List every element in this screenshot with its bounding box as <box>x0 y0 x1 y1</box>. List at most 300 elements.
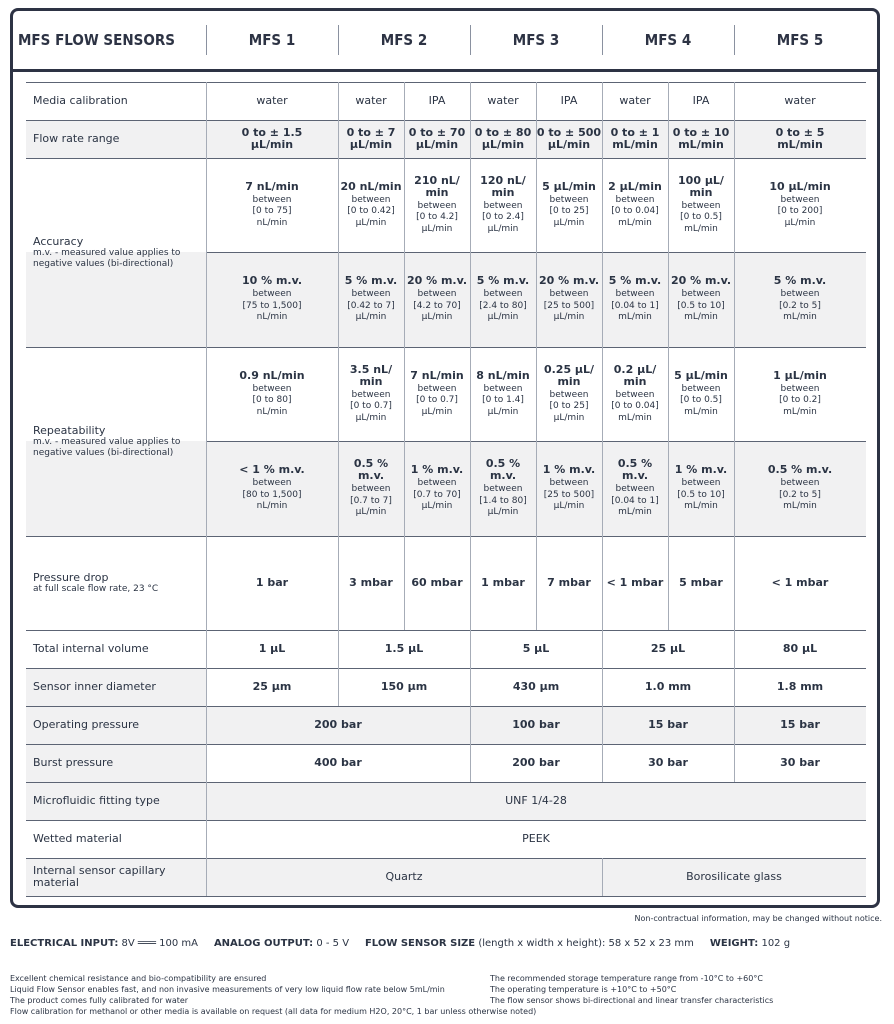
cell-range: nL/min <box>256 217 288 228</box>
cell-range: between <box>615 484 655 495</box>
sensor-size-value: (length x width x height): 58 x 52 x 23 mm <box>478 938 694 949</box>
cell-acc1 <box>538 158 600 252</box>
row-label-text: Flow rate range <box>33 132 120 145</box>
cell-value: 200 bar <box>512 756 560 769</box>
cell-acc1 <box>736 158 864 252</box>
cell-range: mL/min <box>618 312 652 323</box>
cell-range: [0.7 to 70] <box>413 489 461 500</box>
row-label-text: Operating pressure <box>33 718 140 731</box>
cell-value: 60 mbar <box>411 576 463 589</box>
cell-value: 150 μm <box>380 680 428 693</box>
cell-line: 0 to ± 80 <box>474 126 532 139</box>
cell-value: water <box>355 94 387 107</box>
cell-range: between <box>351 289 391 300</box>
cell-fitting: UNF 1/4-28 <box>505 794 567 807</box>
cell-range: [0.2 to 5] <box>779 489 821 500</box>
cell-line: mL/min <box>612 138 658 151</box>
cell-range: between <box>417 289 457 300</box>
cell-capillary: Quartz <box>385 870 423 883</box>
cell-range: between <box>549 289 589 300</box>
cell-range: mL/min <box>684 406 718 417</box>
cell-rep1 <box>340 347 402 441</box>
row-label-fitting <box>26 782 206 820</box>
cell-range: between <box>417 478 457 489</box>
cell-value: 25 μL <box>650 642 686 655</box>
cell-value: 0.2 μL/ min <box>613 362 657 388</box>
cell-range: μL/min <box>355 412 387 423</box>
cell-value: 5 % m.v. <box>476 274 530 288</box>
cell-value: water <box>256 94 288 107</box>
cell-rep1 <box>538 347 600 441</box>
cell-range: [0 to 0.7] <box>416 395 458 406</box>
sensor-size-label: FLOW SENSOR SIZE <box>364 938 476 949</box>
row-label-text: Burst pressure <box>33 756 114 769</box>
cell-range: between <box>615 389 655 400</box>
cell-rep1 <box>472 347 534 441</box>
cell-range: [0 to 0.5] <box>680 395 722 406</box>
cell-range: between <box>549 389 589 400</box>
cell-range: between <box>780 383 820 394</box>
cell-value: 1.5 μL <box>384 642 424 655</box>
row-label-repeatability <box>26 347 206 536</box>
cell-acc1 <box>604 158 666 252</box>
cell-range: [0.04 to 1] <box>611 300 659 311</box>
cell-pressure <box>206 536 338 630</box>
header-mfs-5: MFS 5 <box>776 31 824 49</box>
cell-range: mL/min <box>618 507 652 518</box>
column-divider <box>602 858 603 896</box>
cell-range: [25 to 500] <box>543 300 595 311</box>
cell-value: 1 % m.v. <box>410 463 464 477</box>
row-label-text: Internal sensor capillary material <box>33 864 166 889</box>
cell-range: μL/min <box>487 312 519 323</box>
column-divider <box>206 82 207 896</box>
column-divider <box>602 82 603 668</box>
cell-pressure <box>536 536 602 630</box>
cell-value: < 1 mbar <box>771 576 829 589</box>
cell-line: μL/min <box>547 138 591 151</box>
row-divider <box>26 347 866 348</box>
cell-value: 30 bar <box>648 756 688 769</box>
cell-range: between <box>483 484 523 495</box>
cell-range: [4.2 to 70] <box>413 300 461 311</box>
cell-value: 100 μL/ min <box>678 173 724 199</box>
cell-range: between <box>483 383 523 394</box>
cell-rep1 <box>736 347 864 441</box>
cell-range: [0 to 0.04] <box>611 401 659 412</box>
cell-range: between <box>780 478 820 489</box>
row-divider <box>26 120 866 121</box>
electrical-input-label: ELECTRICAL INPUT: <box>10 938 119 949</box>
cell-rep2 <box>472 441 534 536</box>
column-divider <box>668 82 669 630</box>
header-separator <box>338 25 339 55</box>
cell-flow <box>536 120 602 158</box>
cell-rep2 <box>736 441 864 536</box>
cell-value: 2 μL/min <box>608 179 662 193</box>
cell-range: between <box>681 383 721 394</box>
cell-range: [0 to 4.2] <box>416 212 458 223</box>
column-divider <box>602 706 603 782</box>
cell-range: [0.42 to 7] <box>347 300 395 311</box>
cell-range: between <box>252 383 292 394</box>
header-title: MFS FLOW SENSORS <box>18 31 175 49</box>
cell-acc2 <box>538 252 600 347</box>
row-divider <box>26 536 866 537</box>
column-divider <box>470 706 471 782</box>
cell-range: between <box>252 478 292 489</box>
cell-value: 15 bar <box>648 718 688 731</box>
cell-value: 10 μL/min <box>769 179 831 193</box>
cell-range: between <box>681 289 721 300</box>
cell-media <box>206 82 338 120</box>
cell-media <box>602 82 668 120</box>
row-divider <box>26 782 866 783</box>
cell-range: between <box>681 478 721 489</box>
cell-value: 400 bar <box>314 756 362 769</box>
row-label-text: Sensor inner diameter <box>33 680 156 693</box>
row-divider <box>26 744 866 745</box>
cell-pressure <box>734 536 866 630</box>
row-label-burst <box>26 744 206 782</box>
row-label-text: Pressure drop <box>33 570 109 584</box>
cell-range: [0 to 0.42] <box>347 206 395 217</box>
cell-range: [0 to 75] <box>252 206 292 217</box>
column-divider <box>470 82 471 668</box>
cell-range: [1.4 to 80] <box>479 495 527 506</box>
row-label-text: Microfluidic fitting type <box>33 794 160 807</box>
cell-range: μL/min <box>421 406 453 417</box>
footer-note: The product comes fully calibrated for water <box>10 996 189 1005</box>
row-label-capillary <box>26 858 206 896</box>
cell-acc1 <box>472 158 534 252</box>
row-label-subtext: m.v. - measured value applies to negative values (bi-directional) <box>33 436 181 458</box>
cell-acc1 <box>208 158 336 252</box>
cell-range: [0 to 80] <box>252 395 292 406</box>
cell-range: between <box>351 194 391 205</box>
cell-value: 1 μL <box>258 642 286 655</box>
cell-rep1 <box>670 347 732 441</box>
cell-value: 5 mbar <box>679 576 723 589</box>
analog-output-value: 0 - 5 V <box>316 938 350 949</box>
cell-range: μL/min <box>553 217 585 228</box>
header-separator <box>602 25 603 55</box>
cell-range: mL/min <box>684 223 718 234</box>
cell-range: mL/min <box>618 217 652 228</box>
cell-range: mL/min <box>684 501 718 512</box>
cell-value: 20 % m.v. <box>538 274 600 288</box>
column-divider <box>338 82 339 668</box>
cell-value: 20 % m.v. <box>406 274 468 288</box>
cell-range: nL/min <box>256 312 288 323</box>
weight-value: 102 g <box>761 938 791 949</box>
cell-media <box>668 82 734 120</box>
footer-note: The recommended storage temperature range from -10°C to +60°C <box>490 974 763 983</box>
cell-diameter <box>470 668 602 706</box>
row-label-text: Repeatability <box>33 423 106 437</box>
row-label-text: Media calibration <box>33 94 128 107</box>
cell-range: μL/min <box>355 507 387 518</box>
cell-rep1 <box>604 347 666 441</box>
cell-acc2 <box>736 252 864 347</box>
table-header <box>13 11 877 72</box>
cell-line: 0 to ± 1.5 <box>241 126 303 139</box>
cell-range: between <box>252 194 292 205</box>
cell-media <box>404 82 470 120</box>
cell-range: [2.4 to 80] <box>479 300 527 311</box>
footer-note: Excellent chemical resistance and bio-compatibility are ensured <box>10 974 267 983</box>
cell-range: [0 to 0.5] <box>680 212 722 223</box>
cell-burst <box>602 744 734 782</box>
cell-range: [0.7 to 7] <box>350 495 392 506</box>
spec-table-frame <box>10 8 880 908</box>
cell-value: 210 nL/ min <box>414 173 460 199</box>
cell-range: [0 to 1.4] <box>482 395 524 406</box>
disclaimer: Non-contractual information, may be changed without notice. <box>634 914 882 923</box>
cell-value: 5 % m.v. <box>344 274 398 288</box>
cell-value: IPA <box>560 94 578 107</box>
cell-value: 100 bar <box>512 718 560 731</box>
cell-wetted: PEEK <box>522 832 550 845</box>
cell-range: [0 to 2.4] <box>482 212 524 223</box>
cell-rep1 <box>208 347 336 441</box>
cell-line: μL/min <box>250 138 294 151</box>
cell-range: mL/min <box>684 312 718 323</box>
cell-range: [0 to 25] <box>549 401 589 412</box>
row-divider <box>26 820 866 821</box>
cell-volume <box>470 630 602 668</box>
cell-value: < 1 mbar <box>606 576 664 589</box>
cell-range: μL/min <box>553 501 585 512</box>
cell-line: mL/min <box>678 138 724 151</box>
cell-value: 20 nL/min <box>340 179 402 193</box>
header-separator <box>206 25 207 55</box>
column-divider <box>734 82 735 668</box>
specs-line <box>10 938 790 949</box>
row-label-subtext: m.v. - measured value applies to negative values (bi-directional) <box>33 247 181 269</box>
cell-range: between <box>549 194 589 205</box>
row-divider <box>26 858 866 859</box>
cell-range: [0.2 to 5] <box>779 300 821 311</box>
row-divider <box>26 896 866 897</box>
cell-diameter <box>734 668 866 706</box>
cell-range: between <box>252 289 292 300</box>
cell-range: between <box>351 484 391 495</box>
cell-rep2 <box>340 441 402 536</box>
cell-range: μL/min <box>553 412 585 423</box>
cell-media <box>734 82 866 120</box>
cell-range: μL/min <box>553 312 585 323</box>
cell-rep1 <box>406 347 468 441</box>
cell-value: water <box>487 94 519 107</box>
header-mfs-2: MFS 2 <box>380 31 428 49</box>
cell-range: between <box>417 200 457 211</box>
cell-value: 1 % m.v. <box>674 463 728 477</box>
row-label-text: Accuracy <box>33 234 84 248</box>
row-label-text: Total internal volume <box>33 642 149 655</box>
column-divider <box>404 82 405 630</box>
cell-range: μL/min <box>421 501 453 512</box>
cell-value: 0.5 % m.v. <box>353 457 389 483</box>
column-divider <box>470 668 471 706</box>
column-divider <box>734 668 735 706</box>
cell-value: 1 % m.v. <box>542 463 596 477</box>
cell-value: 5 % m.v. <box>608 274 662 288</box>
cell-range: [25 to 500] <box>543 489 595 500</box>
cell-range: between <box>780 289 820 300</box>
cell-value: IPA <box>692 94 710 107</box>
cell-pressure <box>602 536 668 630</box>
cell-range: between <box>681 200 721 211</box>
cell-line: 0 to ± 10 <box>672 126 730 139</box>
row-label-accuracy <box>26 158 206 347</box>
cell-value: water <box>619 94 651 107</box>
cell-acc1 <box>340 158 402 252</box>
cell-range: [0 to 25] <box>549 206 589 217</box>
cell-volume <box>338 630 470 668</box>
cell-media <box>470 82 536 120</box>
column-divider <box>734 706 735 782</box>
cell-diameter <box>602 668 734 706</box>
cell-value: 30 bar <box>780 756 820 769</box>
cell-acc2 <box>670 252 732 347</box>
footer-note: The operating temperature is +10°C to +50°C <box>490 985 677 994</box>
cell-diameter <box>338 668 470 706</box>
electrical-input-value: 8V ═══ 100 mA <box>121 938 199 949</box>
cell-line: 0 to ± 500 <box>536 126 602 139</box>
cell-capillary: Borosilicate glass <box>686 870 782 883</box>
cell-line: 0 to ± 70 <box>408 126 466 139</box>
cell-volume <box>602 630 734 668</box>
cell-line: μL/min <box>349 138 393 151</box>
cell-range: between <box>615 289 655 300</box>
cell-value: 7 mbar <box>547 576 591 589</box>
cell-value: 7 nL/min <box>410 368 464 382</box>
cell-acc2 <box>208 252 336 347</box>
row-divider <box>26 706 866 707</box>
cell-value: 8 nL/min <box>476 368 530 382</box>
row-divider <box>26 158 866 159</box>
row-divider <box>26 82 866 83</box>
cell-flow <box>206 120 338 158</box>
row-label-wetted <box>26 820 206 858</box>
row-label-media <box>26 82 206 120</box>
cell-line: 0 to ± 7 <box>346 126 396 139</box>
cell-value: 200 bar <box>314 718 362 731</box>
weight-label: WEIGHT: <box>709 938 759 949</box>
cell-value: 120 nL/ min <box>480 173 526 199</box>
cell-range: between <box>351 389 391 400</box>
cell-range: between <box>417 383 457 394</box>
cell-value: 80 μL <box>782 642 818 655</box>
cell-value: < 1 % m.v. <box>239 463 305 477</box>
cell-pressure <box>404 536 470 630</box>
cell-oppress <box>470 706 602 744</box>
cell-value: 1 mbar <box>481 576 525 589</box>
cell-value: 5 μL <box>522 642 550 655</box>
cell-range: mL/min <box>618 412 652 423</box>
cell-rep2 <box>604 441 666 536</box>
cell-value: 7 nL/min <box>245 179 299 193</box>
cell-value: 5 % m.v. <box>773 274 827 288</box>
column-divider <box>536 82 537 630</box>
cell-value: 0.9 nL/min <box>239 368 305 382</box>
cell-line: μL/min <box>415 138 459 151</box>
cell-value: 430 μm <box>512 680 560 693</box>
cell-acc2 <box>604 252 666 347</box>
row-label-subtext: at full scale flow rate, 23 °C <box>33 583 159 594</box>
footer-note: Flow calibration for methanol or other media is available on request (all data for medium H2O, 20°C, 1 bar unless otherwise noted) <box>10 1007 537 1016</box>
footer-notes-right <box>490 973 773 1006</box>
cell-range: between <box>549 478 589 489</box>
cell-range: μL/min <box>355 217 387 228</box>
cell-acc2 <box>406 252 468 347</box>
cell-value: 3 mbar <box>349 576 393 589</box>
cell-range: mL/min <box>783 501 817 512</box>
cell-pressure <box>668 536 734 630</box>
cell-media <box>338 82 404 120</box>
cell-range: [0 to 0.7] <box>350 401 392 412</box>
cell-flow <box>734 120 866 158</box>
cell-pressure <box>338 536 404 630</box>
cell-line: 0 to ± 1 <box>610 126 660 139</box>
cell-line: μL/min <box>481 138 525 151</box>
cell-volume <box>734 630 866 668</box>
cell-range: nL/min <box>256 501 288 512</box>
row-label-volume <box>26 630 206 668</box>
cell-burst <box>734 744 866 782</box>
cell-range: [0.5 to 10] <box>677 489 725 500</box>
cell-range: μL/min <box>487 406 519 417</box>
header-separator <box>734 25 735 55</box>
cell-pressure <box>470 536 536 630</box>
cell-burst <box>470 744 602 782</box>
cell-range: [0 to 0.2] <box>779 395 821 406</box>
cell-value: 0.5 % m.v. <box>617 457 653 483</box>
footer-note: Liquid Flow Sensor enables fast, and non invasive measurements of very low liquid flow rate below 5mL/min <box>10 985 445 994</box>
cell-line: mL/min <box>777 138 823 151</box>
cell-value: 5 μL/min <box>542 179 596 193</box>
cell-range: between <box>483 200 523 211</box>
cell-acc1 <box>670 158 732 252</box>
cell-value: 1.8 mm <box>776 680 824 693</box>
column-divider <box>602 668 603 706</box>
cell-volume <box>206 630 338 668</box>
cell-media <box>536 82 602 120</box>
cell-diameter <box>206 668 338 706</box>
cell-rep2 <box>406 441 468 536</box>
cell-range: between <box>483 289 523 300</box>
cell-range: nL/min <box>256 406 288 417</box>
cell-rep2 <box>670 441 732 536</box>
cell-value: 25 μm <box>252 680 292 693</box>
cell-value: 10 % m.v. <box>241 274 303 288</box>
cell-range: mL/min <box>783 406 817 417</box>
cell-range: [0.04 to 1] <box>611 495 659 506</box>
cell-oppress <box>734 706 866 744</box>
cell-line: 0 to ± 5 <box>775 126 825 139</box>
cell-acc1 <box>406 158 468 252</box>
header-separator <box>470 25 471 55</box>
row-divider <box>26 630 866 631</box>
header-mfs-3: MFS 3 <box>512 31 560 49</box>
header-mfs-1: MFS 1 <box>248 31 296 49</box>
analog-output-label: ANALOG OUTPUT: <box>213 938 314 949</box>
cell-acc2 <box>340 252 402 347</box>
cell-range: μL/min <box>784 217 816 228</box>
cell-value: 1 μL/min <box>773 368 827 382</box>
cell-range: μL/min <box>421 312 453 323</box>
